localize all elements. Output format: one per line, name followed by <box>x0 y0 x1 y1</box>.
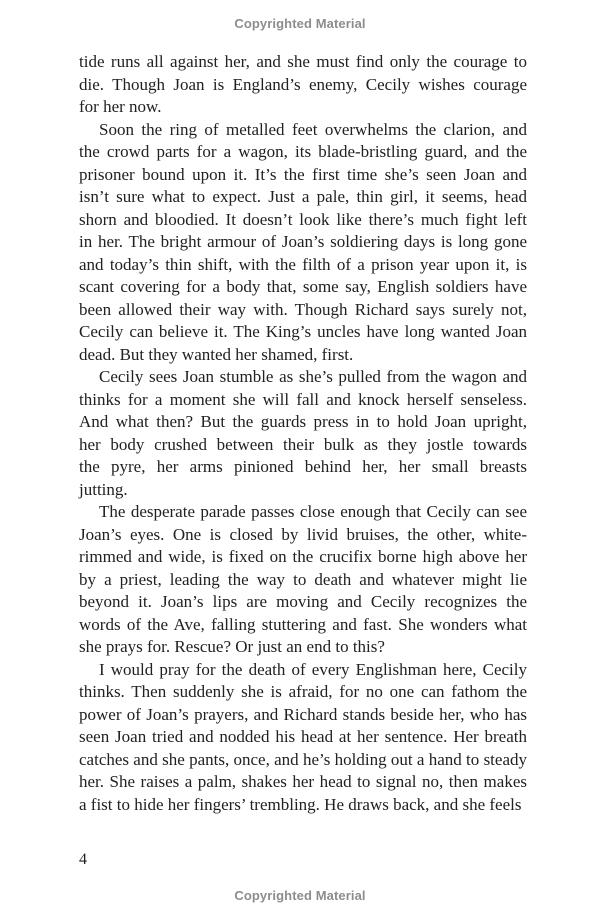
text-line: Cecily can believe it. The King’s uncles have long wanted Joan <box>79 322 527 341</box>
paragraph <box>79 119 527 367</box>
text-line: I would pray for the death of every Englishman here, Cecily <box>99 659 527 679</box>
text-line: isn’t sure what to expect. Just a pale, thin girl, it seems, head <box>79 187 527 206</box>
text-line: the crowd parts for a wagon, its blade-bristling guard, and the <box>79 142 527 161</box>
paragraph <box>79 659 527 817</box>
text-line: and today’s thin shift, with the filth of a prison year upon it, is <box>79 254 527 274</box>
paragraph <box>79 51 527 119</box>
text-line: by a priest, leading the way to death and whatever might lie <box>79 569 527 589</box>
text-line: tide runs all against her, and she must find only the courage to <box>79 52 527 71</box>
text-line: her body crushed between their bulk as they jostle towards <box>79 434 527 454</box>
text-line: words of the Ave, falling stuttering and fast. She wonders what <box>79 614 527 634</box>
text-line: power of Joan’s prayers, and Richard stands beside her, who has <box>79 704 527 724</box>
text-line: a fist to hide her fingers’ trembling. He draws back, and she feels <box>79 794 522 814</box>
text-line: The desperate parade passes close enough that Cecily can see <box>99 502 527 521</box>
text-line: Soon the ring of metalled feet overwhelms the clarion, and <box>99 119 527 139</box>
text-line: scant covering for a body that, some say, English soldiers have <box>79 277 527 296</box>
copyright-notice-bottom: Copyrighted Material <box>234 888 366 903</box>
text-line: shorn and bloodied. It doesn’t look like there’s much fight left <box>79 209 527 229</box>
text-line: Joan’s eyes. One is closed by livid bruises, the other, white- <box>79 524 527 544</box>
text-line: dead. But they wanted her shamed, first. <box>79 344 354 364</box>
text-line: catches and she pants, once, and he’s holding out a hand to steady <box>79 749 527 769</box>
text-line: her. She raises a palm, shakes her head to signal no, then makes <box>79 772 527 791</box>
text-line: die. Though Joan is England’s enemy, Cecily wishes courage <box>79 74 527 94</box>
text-line: Cecily sees Joan stumble as she’s pulled from the wagon and <box>99 367 527 386</box>
text-line: in her. The bright armour of Joan’s soldiering days is long gone <box>79 232 527 251</box>
text-line: the pyre, her arms pinioned behind her, her small breasts <box>79 457 527 476</box>
text-line: thinks. Then suddenly she is afraid, for no one can fathom the <box>79 682 527 701</box>
text-line: she prays for. Rescue? Or just an end to this? <box>79 637 385 656</box>
text-line: seen Joan tried and nodded his head at her sentence. Her breath <box>79 727 527 746</box>
text-line: prisoner bound upon it. It’s the first time she’s seen Joan and <box>79 164 527 184</box>
copyright-notice-top: Copyrighted Material <box>234 16 366 31</box>
text-line: been allowed their way with. Though Richard says surely not, <box>79 299 527 319</box>
text-line: rimmed and wide, is fixed on the crucifix borne high above her <box>79 547 527 566</box>
page-number: 4 <box>79 851 87 868</box>
body-text-block <box>79 51 527 816</box>
text-line: for her now. <box>79 97 162 116</box>
text-line: And what then? But the guards press in to hold Joan upright, <box>79 412 527 431</box>
text-line: thinks for a moment she will fall and knock herself senseless. <box>79 389 527 409</box>
text-line: jutting. <box>79 479 128 499</box>
paragraph <box>79 366 527 501</box>
paragraph <box>79 501 527 659</box>
text-line: beyond it. Joan’s lips are moving and Cecily recognizes the <box>79 592 527 611</box>
